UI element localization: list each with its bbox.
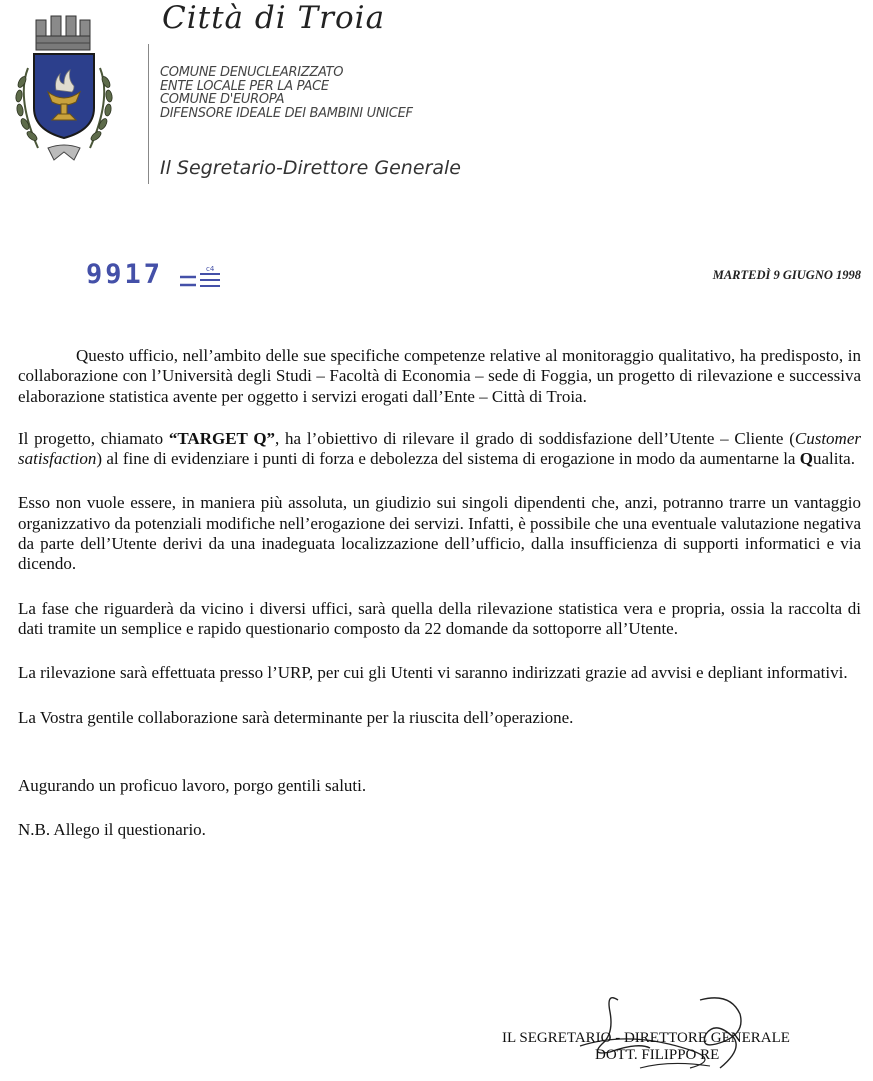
letterhead-mottos xyxy=(160,66,413,120)
project-text: , ha l’obiettivo di rilevare il grado di soddisfazione dell’Utente – Cliente ( xyxy=(275,428,795,448)
motto-line: COMUNE DENUCLEARIZZATO xyxy=(160,65,344,80)
office-title: Il Segretario-Direttore Generale xyxy=(160,157,461,179)
project-text: ualita. xyxy=(812,449,855,469)
paragraph-esso: Esso non vuole essere, in maniera più assoluta, un giudizio sui singoli dipendenti che, anzi, potranno trarre un vantaggio organizzativo da potenziali modifiche nell’erogazione dei servizi. Infatti, è possibile che una eventuale valutazione negativa da parte dell’Utente derivi da una inadeguata localizzazione dell’ufficio, dalla insufficienza di supporti informatici e via dicendo. xyxy=(18,493,861,574)
city-crest-emblem xyxy=(8,8,124,168)
city-name: Città di Troia xyxy=(162,0,386,36)
motto-line: COMUNE D'EUROPA xyxy=(160,92,285,107)
letterhead-divider xyxy=(148,44,149,184)
project-text: Il progetto, chiamato xyxy=(18,428,169,448)
project-text: ) al fine di evidenziare i punti di forza e debolezza del sistema di erogazione in modo da aumentarne la xyxy=(96,449,800,469)
signature-block xyxy=(502,1030,832,1064)
paragraph-augurio: Augurando un proficuo lavoro, porgo gentili saluti. xyxy=(18,775,367,795)
svg-text:c4: c4 xyxy=(206,265,215,273)
paragraph-fase: La fase che riguarderà da vicino i diversi uffici, sarà quella della rilevazione statistica vera e propria, ossia la raccolta di dati tramite un semplice e rapido questionario composto da 22 domande da sottoporre all’Utente. xyxy=(18,598,861,638)
protocol-stamp-mark-icon xyxy=(176,262,226,292)
crown-icon xyxy=(36,16,90,50)
project-name: “TARGET Q” xyxy=(168,428,276,448)
signer-title: IL SEGRETARIO - DIRETTORE GENERALE xyxy=(502,1030,790,1046)
letter-body xyxy=(18,346,861,840)
paragraph-project xyxy=(18,429,861,470)
paragraph-intro: Questo ufficio, nell’ambito delle sue specifiche competenze relative al monitoraggio qualitativo, ha predisposto, in collaborazione con l’Università degli Studi – Facoltà di Economia – sede di Foggia, un progetto di rilevazione e successiva elaborazione statistica avente per oggetto i servizi erogati dall’Ente – Città di Troia. xyxy=(18,346,861,406)
shield-icon xyxy=(34,54,94,138)
paragraph-collaborazione: La Vostra gentile collaborazione sarà determinante per la riuscita dell’operazione. xyxy=(18,707,574,727)
protocol-stamp-number: 9917 xyxy=(86,259,164,290)
motto-line: ENTE LOCALE PER LA PACE xyxy=(160,78,329,94)
paragraph-rilevazione: La rilevazione sarà effettuata presso l’URP, per cui gli Utenti vi saranno indirizzati grazie ad avvisi e depliant informativi. xyxy=(18,663,848,683)
quality-initial: Q xyxy=(799,449,813,469)
project-term: Customer satisfaction xyxy=(18,428,861,469)
paragraph-nb: N.B. Allego il questionario. xyxy=(18,820,206,840)
letter-date: MARTEDÌ 9 GIUGNO 1998 xyxy=(712,268,861,282)
ribbon-icon xyxy=(48,145,80,160)
motto-line: DIFENSORE IDEALE DEI BAMBINI UNICEF xyxy=(160,105,413,121)
signer-name: DOTT. FILIPPO RE xyxy=(595,1047,720,1063)
